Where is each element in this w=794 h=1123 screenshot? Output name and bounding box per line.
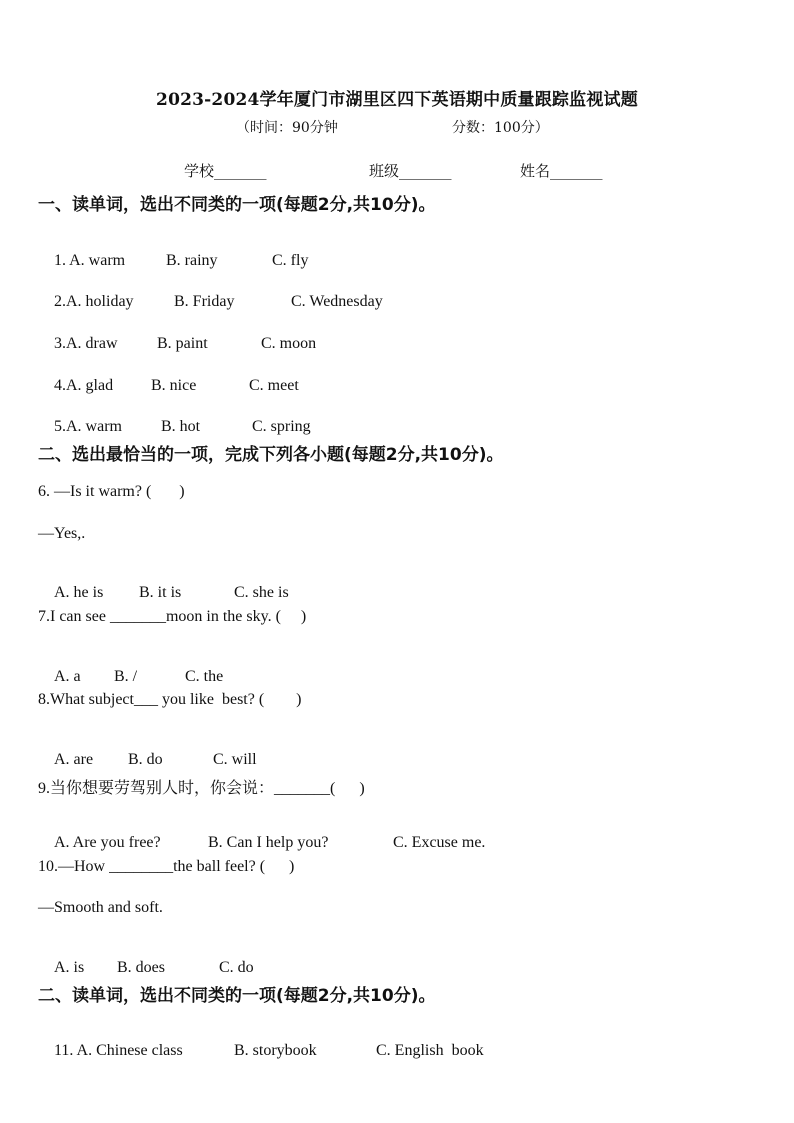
q7-option-a: A. a xyxy=(54,668,81,685)
q2-option-a: 2.A. holiday xyxy=(54,293,134,310)
q2-option-c: C. Wednesday xyxy=(291,293,383,310)
q10-option-b: B. does xyxy=(117,959,165,976)
question-10-stem: 10.—How ________the ball feel? ( ) xyxy=(38,858,295,875)
q11-option-c: C. English book xyxy=(376,1042,484,1059)
q5-option-c: C. spring xyxy=(252,418,311,435)
class-field: 班级_______ xyxy=(369,162,452,180)
q1-option-b: B. rainy xyxy=(166,252,218,269)
section-heading-3: 二、读单词，选出不同类的一项(每题2分,共10分)。 xyxy=(38,986,436,1006)
q6-option-a: A. he is xyxy=(54,584,104,601)
q3-option-b: B. paint xyxy=(157,335,208,352)
q7-option-c: C. the xyxy=(185,668,224,685)
q8-option-c: C. will xyxy=(213,751,257,768)
q9-option-b: B. Can I help you? xyxy=(208,834,329,851)
question-6-reply: —Yes,. xyxy=(38,525,86,542)
q9-option-c: C. Excuse me. xyxy=(393,834,486,851)
q8-option-b: B. do xyxy=(128,751,163,768)
q3-option-c: C. moon xyxy=(261,335,317,352)
q1-option-a: 1. A. warm xyxy=(54,252,126,269)
question-6-stem: 6. —Is it warm? ( ) xyxy=(38,483,185,500)
q2-option-b: B. Friday xyxy=(174,293,235,310)
question-9-stem: 9.当你想要劳驾别人时，你会说：_______( ) xyxy=(38,780,365,797)
q4-option-c: C. meet xyxy=(249,377,299,394)
section-heading-1: 一、读单词，选出不同类的一项(每题2分,共10分)。 xyxy=(38,195,436,215)
q7-option-b: B. / xyxy=(114,668,138,685)
q10-option-a: A. is xyxy=(54,959,85,976)
q5-option-b: B. hot xyxy=(161,418,201,435)
q11-option-a: 11. A. Chinese class xyxy=(54,1042,183,1059)
q9-option-a: A. Are you free? xyxy=(54,834,161,851)
q11-option-b: B. storybook xyxy=(234,1042,317,1059)
q5-option-a: 5.A. warm xyxy=(54,418,122,435)
school-field: 学校_______ xyxy=(184,162,267,180)
exam-time: （时间：90分钟 xyxy=(236,120,338,136)
q4-option-b: B. nice xyxy=(151,377,197,394)
q6-option-b: B. it is xyxy=(139,584,182,601)
question-8-stem: 8.What subject___ you like best? ( ) xyxy=(38,691,302,708)
q1-option-c: C. fly xyxy=(272,252,309,269)
q8-option-a: A. are xyxy=(54,751,94,768)
q3-option-a: 3.A. draw xyxy=(54,335,118,352)
section-heading-2: 二、选出最恰当的一项，完成下列各小题(每题2分,共10分)。 xyxy=(38,445,504,465)
q6-option-c: C. she is xyxy=(234,584,289,601)
page-title: 2023-2024学年厦门市湖里区四下英语期中质量跟踪监视试题 xyxy=(156,90,638,110)
name-field: 姓名_______ xyxy=(520,162,603,180)
q4-option-a: 4.A. glad xyxy=(54,377,114,394)
q10-option-c: C. do xyxy=(219,959,254,976)
question-7-stem: 7.I can see _______moon in the sky. ( ) xyxy=(38,608,307,625)
question-10-reply: —Smooth and soft. xyxy=(38,899,163,916)
question-11 xyxy=(38,1024,484,1078)
exam-score: 分数：100分） xyxy=(452,120,549,136)
